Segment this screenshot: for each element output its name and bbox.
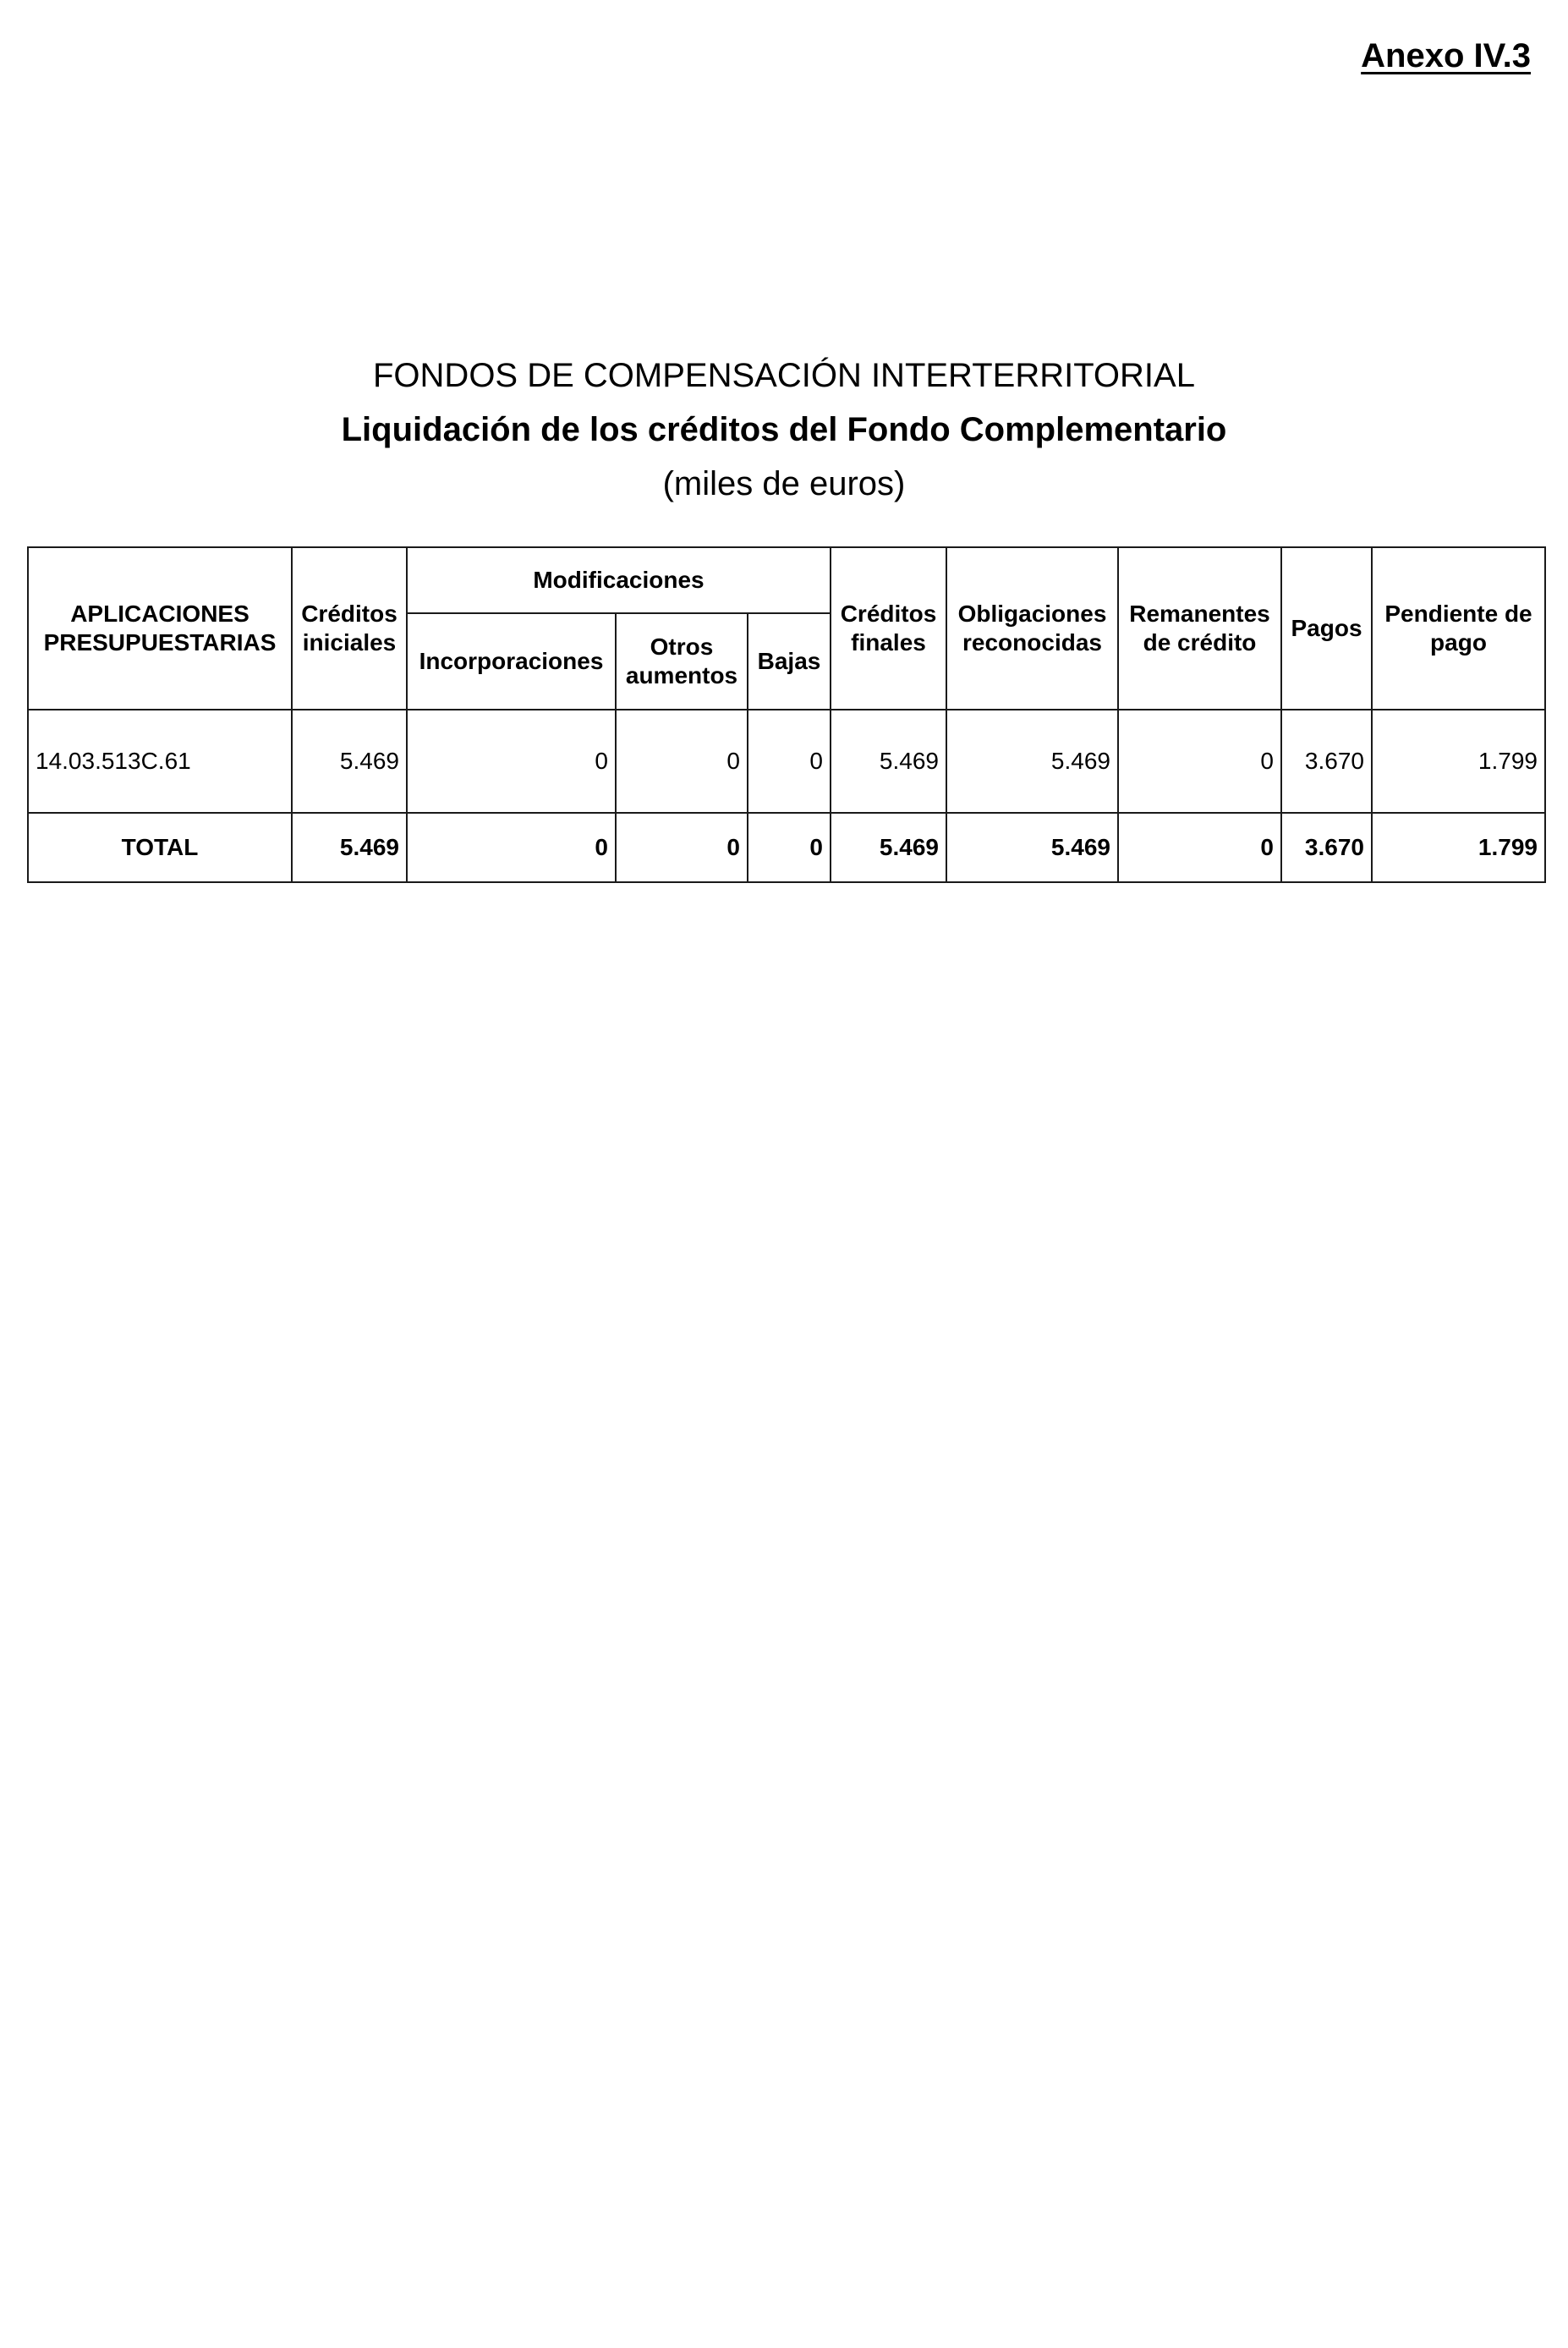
cell-total-creditos-finales: 5.469 <box>831 813 946 882</box>
cell-total-pendiente: 1.799 <box>1372 813 1545 882</box>
table-row <box>28 710 1545 813</box>
header-incorporaciones: Incorporaciones <box>407 613 616 710</box>
cell-obligaciones: 5.469 <box>946 710 1118 813</box>
cell-aplicacion: 14.03.513C.61 <box>28 710 292 813</box>
cell-total-pagos: 3.670 <box>1281 813 1372 882</box>
header-modificaciones: Modificaciones <box>407 547 831 613</box>
header-pagos: Pagos <box>1281 547 1372 710</box>
liquidation-table <box>27 546 1546 883</box>
header-creditos-iniciales: Créditos iniciales <box>292 547 407 710</box>
header-row-top <box>28 547 1545 613</box>
document-titles <box>0 348 1568 511</box>
cell-incorporaciones: 0 <box>407 710 616 813</box>
title-subtitle: Liquidación de los créditos del Fondo Complementario <box>341 411 1227 448</box>
header-aplicaciones: APLICACIONES PRESUPUESTARIAS <box>28 547 292 710</box>
title-main: FONDOS DE COMPENSACIÓN INTERTERRITORIAL <box>373 357 1195 394</box>
cell-total-otros-aumentos: 0 <box>616 813 748 882</box>
header-pendiente: Pendiente de pago <box>1372 547 1545 710</box>
cell-creditos-iniciales: 5.469 <box>292 710 407 813</box>
header-obligaciones: Obligaciones reconocidas <box>946 547 1118 710</box>
cell-total-bajas: 0 <box>748 813 831 882</box>
header-bajas: Bajas <box>748 613 831 710</box>
cell-total-incorporaciones: 0 <box>407 813 616 882</box>
cell-total-obligaciones: 5.469 <box>946 813 1118 882</box>
cell-total-remanentes: 0 <box>1118 813 1281 882</box>
title-units: (miles de euros) <box>662 465 906 502</box>
cell-total-label: TOTAL <box>28 813 292 882</box>
table-total-row <box>28 813 1545 882</box>
cell-otros-aumentos: 0 <box>616 710 748 813</box>
cell-bajas: 0 <box>748 710 831 813</box>
cell-total-creditos-iniciales: 5.469 <box>292 813 407 882</box>
annex-label: Anexo IV.3 <box>1361 37 1531 74</box>
cell-creditos-finales: 5.469 <box>831 710 946 813</box>
header-otros-aumentos: Otros aumentos <box>616 613 748 710</box>
cell-remanentes: 0 <box>1118 710 1281 813</box>
cell-pendiente: 1.799 <box>1372 710 1545 813</box>
header-creditos-finales: Créditos finales <box>831 547 946 710</box>
header-remanentes: Remanentes de crédito <box>1118 547 1281 710</box>
cell-pagos: 3.670 <box>1281 710 1372 813</box>
